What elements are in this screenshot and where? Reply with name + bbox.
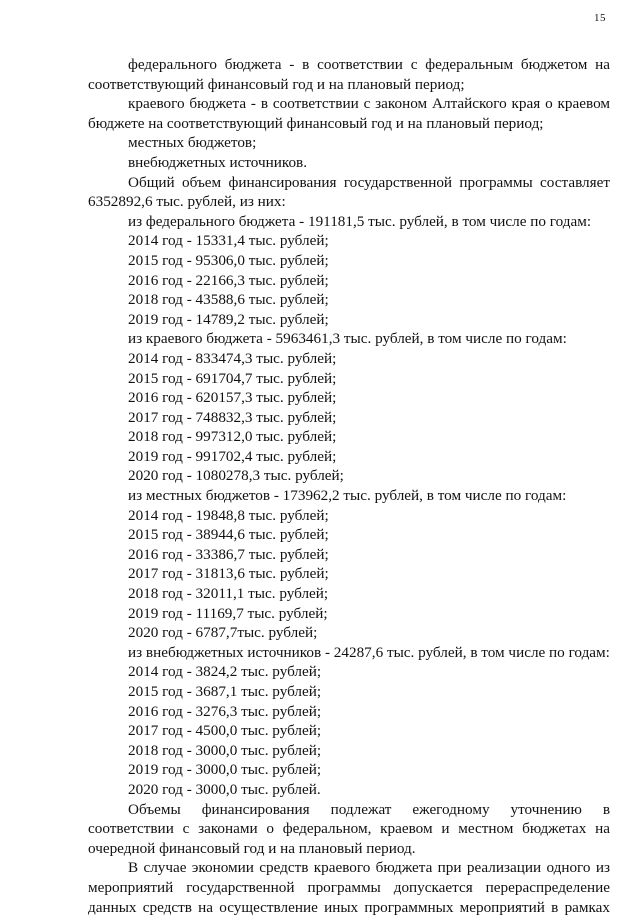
list-item: 2018 год - 32011,1 тыс. рублей; bbox=[128, 585, 329, 603]
paragraph: федерального бюджета - в соответствии с федеральным бюджетом на соответствующий финансовый год и на плановый период; bbox=[88, 56, 610, 93]
list-item: 2015 год - 691704,7 тыс. рублей; bbox=[128, 369, 337, 387]
offbudget-sources-years bbox=[88, 662, 610, 799]
regional-budget-years bbox=[88, 349, 610, 486]
paragraph: внебюджетных источников. bbox=[128, 153, 308, 171]
list-item: 2015 год - 95306,0 тыс. рублей; bbox=[128, 251, 329, 269]
paragraph: Общий объем финансирования государственной программы составляет 6352892,6 тыс. рублей, из них: bbox=[88, 173, 610, 211]
list-item: 2014 год - 3824,2 тыс. рублей; bbox=[128, 663, 322, 681]
list-item: 2020 год - 1080278,3 тыс. рублей; bbox=[128, 467, 344, 485]
list-item: 2016 год - 3276,3 тыс. рублей; bbox=[128, 702, 322, 720]
list-item: 2019 год - 991702,4 тыс. рублей; bbox=[128, 447, 337, 465]
page-number: 15 bbox=[594, 12, 606, 24]
list-item: 2016 год - 22166,3 тыс. рублей; bbox=[128, 271, 329, 289]
list-item: 2020 год - 3000,0 тыс. рублей. bbox=[128, 780, 321, 798]
federal-budget-years bbox=[88, 231, 610, 329]
paragraph: местных бюджетов; bbox=[128, 134, 257, 152]
list-item: 2020 год - 6787,7тыс. рублей; bbox=[128, 624, 318, 642]
document-body bbox=[88, 55, 610, 917]
federal-budget-header: из федерального бюджета - 191181,5 тыс. рублей, в том числе по годам: bbox=[128, 212, 592, 230]
list-item: 2016 год - 620157,3 тыс. рублей; bbox=[128, 389, 337, 407]
list-item: 2017 год - 748832,3 тыс. рублей; bbox=[128, 408, 337, 426]
local-budget-years bbox=[88, 506, 610, 643]
paragraph: краевого бюджета - в соответствии с законом Алтайского края о краевом бюджете на соответствующий финансовый год и на плановый период; bbox=[88, 95, 610, 132]
paragraph: Объемы финансирования подлежат ежегодному уточнению в соответствии с законами о федеральном, краевом и местном бюджетах на очередной финансовый год и на плановый период. bbox=[88, 800, 610, 857]
offbudget-sources-header: из внебюджетных источников - 24287,6 тыс. рублей, в том числе по годам: bbox=[128, 643, 610, 661]
regional-budget-header: из краевого бюджета - 5963461,3 тыс. рублей, в том числе по годам: bbox=[128, 330, 567, 348]
list-item: 2017 год - 31813,6 тыс. рублей; bbox=[128, 565, 329, 583]
list-item: 2019 год - 3000,0 тыс. рублей; bbox=[128, 761, 322, 779]
list-item: 2019 год - 14789,2 тыс. рублей; bbox=[128, 310, 329, 328]
paragraph: В случае экономии средств краевого бюджета при реализации одного из мероприятий государственной программы допускается перераспределение данных средств на осуществление иных программных мероприятий в рамках bbox=[88, 859, 610, 916]
list-item: 2018 год - 3000,0 тыс. рублей; bbox=[128, 741, 322, 759]
list-item: 2018 год - 43588,6 тыс. рублей; bbox=[128, 291, 329, 309]
list-item: 2017 год - 4500,0 тыс. рублей; bbox=[128, 722, 322, 740]
list-item: 2018 год - 997312,0 тыс. рублей; bbox=[128, 428, 337, 446]
local-budget-header: из местных бюджетов - 173962,2 тыс. рублей, в том числе по годам: bbox=[128, 487, 567, 505]
list-item: 2019 год - 11169,7 тыс. рублей; bbox=[128, 604, 328, 622]
list-item: 2015 год - 3687,1 тыс. рублей; bbox=[128, 683, 322, 700]
list-item: 2014 год - 15331,4 тыс. рублей; bbox=[128, 232, 329, 250]
list-item: 2014 год - 19848,8 тыс. рублей; bbox=[128, 506, 329, 524]
list-item: 2015 год - 38944,6 тыс. рублей; bbox=[128, 526, 329, 544]
list-item: 2014 год - 833474,3 тыс. рублей; bbox=[128, 349, 337, 367]
list-item: 2016 год - 33386,7 тыс. рублей; bbox=[128, 545, 329, 563]
